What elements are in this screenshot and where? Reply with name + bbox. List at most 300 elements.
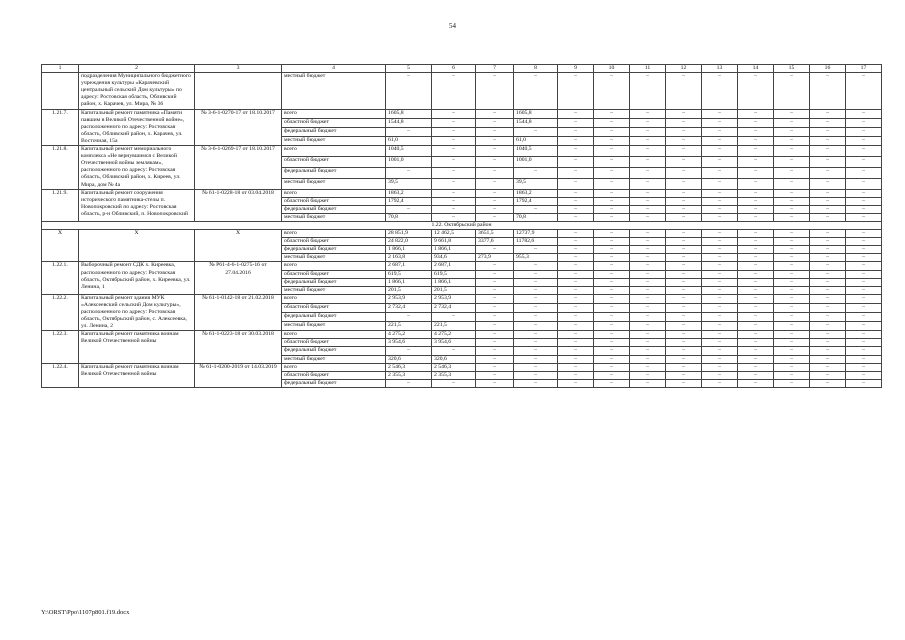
table-cell: 1.22. Октябрьский район	[42, 221, 882, 229]
table-cell: –	[774, 167, 810, 178]
table-cell: –	[558, 73, 594, 109]
table-cell: 1605,8	[386, 109, 432, 118]
table-cell: –	[810, 303, 846, 312]
table-cell: –	[846, 189, 882, 197]
table-cell: –	[558, 205, 594, 213]
table-cell: 2 687,1	[386, 262, 432, 270]
table-cell: федеральный бюджет	[282, 379, 386, 387]
table-cell: –	[476, 286, 514, 294]
table-cell: 1040,5	[514, 146, 558, 157]
table-cell: –	[666, 178, 702, 189]
table-cell: –	[738, 136, 774, 145]
table-cell: –	[558, 167, 594, 178]
table-cell: 201,5	[432, 286, 476, 294]
table-cell: –	[432, 347, 476, 355]
table-cell: –	[774, 294, 810, 303]
table-cell: –	[558, 322, 594, 331]
table-cell: –	[432, 178, 476, 189]
table-cell: 39,5	[386, 178, 432, 189]
table-cell: –	[702, 178, 738, 189]
table-cell: –	[514, 246, 558, 254]
table-cell: –	[810, 371, 846, 379]
table-cell: –	[558, 213, 594, 221]
table-cell: –	[666, 254, 702, 262]
table-cell: областной бюджет	[282, 197, 386, 205]
table-cell: –	[630, 197, 666, 205]
table-cell: –	[558, 331, 594, 339]
table-cell: –	[594, 286, 630, 294]
table-cell: –	[846, 118, 882, 127]
table-cell: 1544,8	[386, 118, 432, 127]
table-cell: –	[702, 379, 738, 387]
table-cell: –	[738, 331, 774, 339]
table-cell: 4 275,2	[386, 331, 432, 339]
table-cell: –	[774, 127, 810, 136]
table-cell: –	[476, 379, 514, 387]
table-cell: –	[846, 197, 882, 205]
table-cell: –	[738, 294, 774, 303]
header-cell: 3	[195, 65, 282, 73]
table-cell: –	[738, 303, 774, 312]
table-cell: Капитальный ремонт памятника «Памяти павшим в Великой Отечественной войне», расположенного по адресу: Ростовская область, Обливский район, х. Карачев, ул. Восточная, 15а	[79, 109, 195, 145]
table-cell: 24 822,0	[386, 238, 432, 246]
table-cell: 1863,2	[514, 189, 558, 197]
table-cell: –	[738, 167, 774, 178]
table-cell: –	[702, 262, 738, 270]
table-cell: 2 732,4	[432, 303, 476, 312]
table-cell: 1 866,1	[432, 246, 476, 254]
table-cell: –	[666, 379, 702, 387]
table-cell: –	[810, 331, 846, 339]
table-cell: –	[558, 238, 594, 246]
table-cell: 1.22.4.	[42, 363, 79, 387]
table-cell: –	[558, 303, 594, 312]
table-cell: –	[594, 254, 630, 262]
table-cell: –	[846, 146, 882, 157]
header-cell: 10	[594, 65, 630, 73]
table-cell: всего	[282, 109, 386, 118]
table-cell: –	[738, 278, 774, 286]
table-cell: –	[702, 347, 738, 355]
table-cell: –	[738, 339, 774, 347]
table-cell: –	[666, 197, 702, 205]
header-cell: 13	[702, 65, 738, 73]
table-cell: 1792,4	[514, 197, 558, 205]
table-cell: –	[846, 294, 882, 303]
table-cell: –	[774, 270, 810, 278]
table-cell: –	[666, 109, 702, 118]
header-cell: 17	[846, 65, 882, 73]
table-cell: –	[558, 136, 594, 145]
table-cell: –	[810, 189, 846, 197]
table-cell: –	[476, 127, 514, 136]
table-cell: –	[810, 178, 846, 189]
table-cell: –	[666, 189, 702, 197]
table-cell: 1.21.9.	[42, 189, 79, 221]
table-cell: –	[846, 136, 882, 145]
table-cell: –	[594, 371, 630, 379]
table-cell: –	[476, 73, 514, 109]
table-cell: –	[594, 197, 630, 205]
table-cell: –	[738, 246, 774, 254]
table-cell: –	[386, 127, 432, 136]
table-cell: –	[702, 371, 738, 379]
table-cell: –	[666, 73, 702, 109]
table-cell: –	[558, 118, 594, 127]
table-cell: –	[702, 197, 738, 205]
table-cell: –	[774, 313, 810, 322]
table-cell: –	[594, 178, 630, 189]
table-cell: –	[476, 156, 514, 167]
table-cell: –	[774, 118, 810, 127]
table-cell: местный бюджет	[282, 73, 386, 109]
table-cell: –	[558, 363, 594, 371]
table-cell: –	[846, 230, 882, 238]
table-cell: –	[594, 339, 630, 347]
table-cell: 2 953,9	[432, 294, 476, 303]
table-cell: –	[846, 254, 882, 262]
table-cell: –	[630, 270, 666, 278]
table-cell: –	[846, 355, 882, 363]
table-cell: 3 954,6	[432, 339, 476, 347]
header-cell: 8	[514, 65, 558, 73]
table-cell: –	[558, 294, 594, 303]
table-cell: –	[476, 167, 514, 178]
table-cell: –	[666, 363, 702, 371]
table-cell: –	[810, 246, 846, 254]
table-cell: –	[630, 238, 666, 246]
header-cell: 6	[432, 65, 476, 73]
table-cell: –	[630, 371, 666, 379]
table-cell: –	[594, 363, 630, 371]
table-cell: всего	[282, 363, 386, 371]
table-cell: –	[630, 286, 666, 294]
table-cell: 4 275,2	[432, 331, 476, 339]
table-cell: –	[774, 189, 810, 197]
table-cell: –	[558, 347, 594, 355]
table-cell: –	[594, 136, 630, 145]
table-cell: –	[666, 146, 702, 157]
table-cell: Капитальный ремонт памятника воинам Великой Отечественной войны	[79, 363, 195, 387]
table-cell: –	[558, 339, 594, 347]
table-cell: –	[702, 322, 738, 331]
table-cell: –	[630, 109, 666, 118]
header-row	[42, 65, 882, 73]
table-cell: –	[810, 146, 846, 157]
table-cell: 1001,0	[514, 156, 558, 167]
header-cell: 15	[774, 65, 810, 73]
table-cell: X	[79, 230, 195, 262]
table-cell: –	[810, 73, 846, 109]
table-cell: –	[846, 109, 882, 118]
table-cell: –	[514, 331, 558, 339]
table-cell: 3651,5	[476, 230, 514, 238]
table-cell: –	[774, 254, 810, 262]
table-cell: –	[594, 213, 630, 221]
table-cell: –	[810, 322, 846, 331]
table-cell: –	[666, 286, 702, 294]
table-cell: –	[432, 118, 476, 127]
table-cell: 28 851,9	[386, 230, 432, 238]
table-cell: –	[702, 313, 738, 322]
table-cell: –	[594, 230, 630, 238]
table-cell: –	[514, 379, 558, 387]
table-cell: –	[846, 278, 882, 286]
table-cell: –	[666, 294, 702, 303]
table-cell: № 61-1-0142-18 от 21.02.2018	[195, 294, 282, 330]
table-cell: –	[476, 246, 514, 254]
header-cell: 11	[630, 65, 666, 73]
table-cell: –	[594, 205, 630, 213]
table-cell: 12 462,5	[432, 230, 476, 238]
table-cell: –	[514, 363, 558, 371]
table-cell: –	[702, 156, 738, 167]
table-row	[42, 294, 882, 303]
table-cell: –	[774, 379, 810, 387]
table-cell: –	[738, 355, 774, 363]
table-cell: 1 866,1	[432, 278, 476, 286]
table-cell: –	[810, 339, 846, 347]
table-cell: федеральный бюджет	[282, 127, 386, 136]
table-cell: –	[666, 371, 702, 379]
table-cell: –	[738, 197, 774, 205]
table-cell: –	[666, 213, 702, 221]
table-cell: –	[666, 205, 702, 213]
table-cell: –	[514, 294, 558, 303]
table-cell: Капитальный ремонт памятника воинам Великой Отечественной войны	[79, 331, 195, 363]
table-cell: –	[514, 278, 558, 286]
table-cell: –	[738, 262, 774, 270]
table-cell: –	[846, 213, 882, 221]
table-cell: –	[476, 189, 514, 197]
table-cell: –	[810, 136, 846, 145]
table-cell: всего	[282, 146, 386, 157]
table-cell: –	[846, 322, 882, 331]
table-cell: 1792,4	[386, 197, 432, 205]
table-cell: –	[476, 331, 514, 339]
table-cell: –	[774, 73, 810, 109]
table-cell: –	[666, 347, 702, 355]
table-cell: –	[432, 197, 476, 205]
table-cell: –	[702, 146, 738, 157]
table-cell: областной бюджет	[282, 118, 386, 127]
table-cell: 9 661,8	[432, 238, 476, 246]
table-cell: –	[558, 313, 594, 322]
table-cell: –	[630, 363, 666, 371]
table-cell: 320,6	[386, 355, 432, 363]
table-cell: –	[810, 286, 846, 294]
table-cell: –	[594, 127, 630, 136]
table-cell: 1.22.2.	[42, 294, 79, 330]
table-cell: –	[514, 205, 558, 213]
table-cell: –	[432, 156, 476, 167]
table-row	[42, 331, 882, 339]
table-cell: 2 355,3	[386, 371, 432, 379]
table-cell: –	[738, 178, 774, 189]
table-cell: –	[774, 136, 810, 145]
table-cell: –	[476, 178, 514, 189]
table-cell: –	[738, 270, 774, 278]
table-cell: –	[630, 178, 666, 189]
table-cell: –	[666, 167, 702, 178]
table-cell: –	[666, 303, 702, 312]
table-cell: –	[738, 347, 774, 355]
table-cell: –	[810, 213, 846, 221]
table-cell: 201,5	[386, 286, 432, 294]
table-cell: –	[630, 230, 666, 238]
table-cell: –	[476, 313, 514, 322]
table-cell: –	[630, 118, 666, 127]
table-cell: федеральный бюджет	[282, 205, 386, 213]
header-cell: 5	[386, 65, 432, 73]
table-cell: 2 546,3	[432, 363, 476, 371]
table-cell: –	[810, 205, 846, 213]
table-cell: –	[558, 270, 594, 278]
table-cell: –	[846, 246, 882, 254]
table-cell: 1.22.3.	[42, 331, 79, 363]
table-cell: –	[558, 278, 594, 286]
table-cell: –	[630, 331, 666, 339]
table-cell: местный бюджет	[282, 286, 386, 294]
table-cell: –	[846, 127, 882, 136]
table-cell: –	[846, 238, 882, 246]
table-cell: № 61-1-0228-18 от 03.04.2018	[195, 189, 282, 221]
table-cell: –	[774, 286, 810, 294]
table-cell: –	[666, 355, 702, 363]
table-cell: –	[386, 167, 432, 178]
table-cell: –	[810, 254, 846, 262]
table-cell: –	[630, 294, 666, 303]
table-cell: –	[476, 347, 514, 355]
table-cell: федеральный бюджет	[282, 347, 386, 355]
table-cell: –	[630, 262, 666, 270]
table-cell: –	[558, 262, 594, 270]
table-cell: –	[630, 146, 666, 157]
table-cell: –	[476, 109, 514, 118]
table-cell: –	[386, 347, 432, 355]
table-cell: –	[514, 313, 558, 322]
table-row	[42, 146, 882, 157]
table-row	[42, 189, 882, 197]
table-cell: –	[630, 339, 666, 347]
table-cell: –	[476, 303, 514, 312]
table-cell: 2 163,8	[386, 254, 432, 262]
table-cell: –	[594, 246, 630, 254]
table-cell: –	[514, 347, 558, 355]
table-cell: –	[738, 379, 774, 387]
table-cell: –	[846, 262, 882, 270]
table-cell: –	[594, 379, 630, 387]
table-cell: –	[432, 73, 476, 109]
table-cell: –	[630, 167, 666, 178]
table-cell: –	[774, 178, 810, 189]
header-cell: 4	[282, 65, 386, 73]
table-cell: –	[702, 205, 738, 213]
table-cell: –	[738, 146, 774, 157]
table-cell: –	[774, 339, 810, 347]
table-row	[42, 109, 882, 118]
table-cell: –	[738, 127, 774, 136]
table-cell: областной бюджет	[282, 303, 386, 312]
header-cell: 2	[79, 65, 195, 73]
table-cell: –	[702, 303, 738, 312]
table-cell: –	[810, 363, 846, 371]
table-cell: –	[432, 213, 476, 221]
table-cell: –	[476, 294, 514, 303]
table-cell: –	[594, 262, 630, 270]
table-cell: –	[514, 339, 558, 347]
table-cell: –	[846, 363, 882, 371]
table-cell: –	[558, 146, 594, 157]
table-cell: –	[738, 109, 774, 118]
header-cell: 14	[738, 65, 774, 73]
table-cell: –	[476, 136, 514, 145]
table-cell: –	[594, 347, 630, 355]
table-cell: –	[738, 213, 774, 221]
table-cell: –	[702, 278, 738, 286]
table-cell: 70,8	[386, 213, 432, 221]
file-path-footer: Y:\ORST\Ppo\1107p801.f19.docx	[41, 609, 130, 616]
table-cell: областной бюджет	[282, 371, 386, 379]
table-cell: 1605,8	[514, 109, 558, 118]
table-cell: –	[774, 230, 810, 238]
table-cell: Выборочный ремонт СДК х. Киреевка, расположенного по адресу: Ростовская область, Октябрьский район, х. Киреевка, ул. Ленина, 1	[79, 262, 195, 294]
table-cell: –	[594, 109, 630, 118]
table-cell: –	[774, 303, 810, 312]
table-cell: –	[666, 278, 702, 286]
table-cell: –	[774, 262, 810, 270]
table-cell: –	[432, 167, 476, 178]
table-cell: –	[476, 205, 514, 213]
table-cell: –	[810, 167, 846, 178]
header-cell: 9	[558, 65, 594, 73]
table-cell: 1 866,1	[386, 278, 432, 286]
table-cell: –	[594, 118, 630, 127]
table-cell: –	[774, 246, 810, 254]
table-cell: –	[702, 339, 738, 347]
table-cell: –	[810, 238, 846, 246]
table-cell: –	[594, 278, 630, 286]
header-cell: 12	[666, 65, 702, 73]
table-cell: –	[386, 313, 432, 322]
table-cell: –	[476, 278, 514, 286]
table-cell: –	[594, 73, 630, 109]
table-cell: –	[774, 278, 810, 286]
table-cell: –	[774, 238, 810, 246]
table-cell: –	[630, 355, 666, 363]
table-cell: всего	[282, 262, 386, 270]
table-cell: –	[810, 313, 846, 322]
table-cell: –	[594, 146, 630, 157]
table-cell: –	[738, 254, 774, 262]
table-cell: –	[702, 127, 738, 136]
table-cell: –	[738, 313, 774, 322]
table-cell: всего	[282, 294, 386, 303]
table-cell: –	[476, 270, 514, 278]
table-cell: –	[810, 355, 846, 363]
table-cell: –	[514, 270, 558, 278]
table-cell: X	[42, 230, 79, 262]
table-cell: –	[810, 347, 846, 355]
table-cell: 2 355,3	[432, 371, 476, 379]
table-cell: –	[630, 313, 666, 322]
table-cell: 934,6	[432, 254, 476, 262]
table-cell: федеральный бюджет	[282, 278, 386, 286]
table-cell: 273,9	[476, 254, 514, 262]
table-cell: –	[630, 73, 666, 109]
table-cell	[195, 73, 282, 109]
table-cell: местный бюджет	[282, 254, 386, 262]
